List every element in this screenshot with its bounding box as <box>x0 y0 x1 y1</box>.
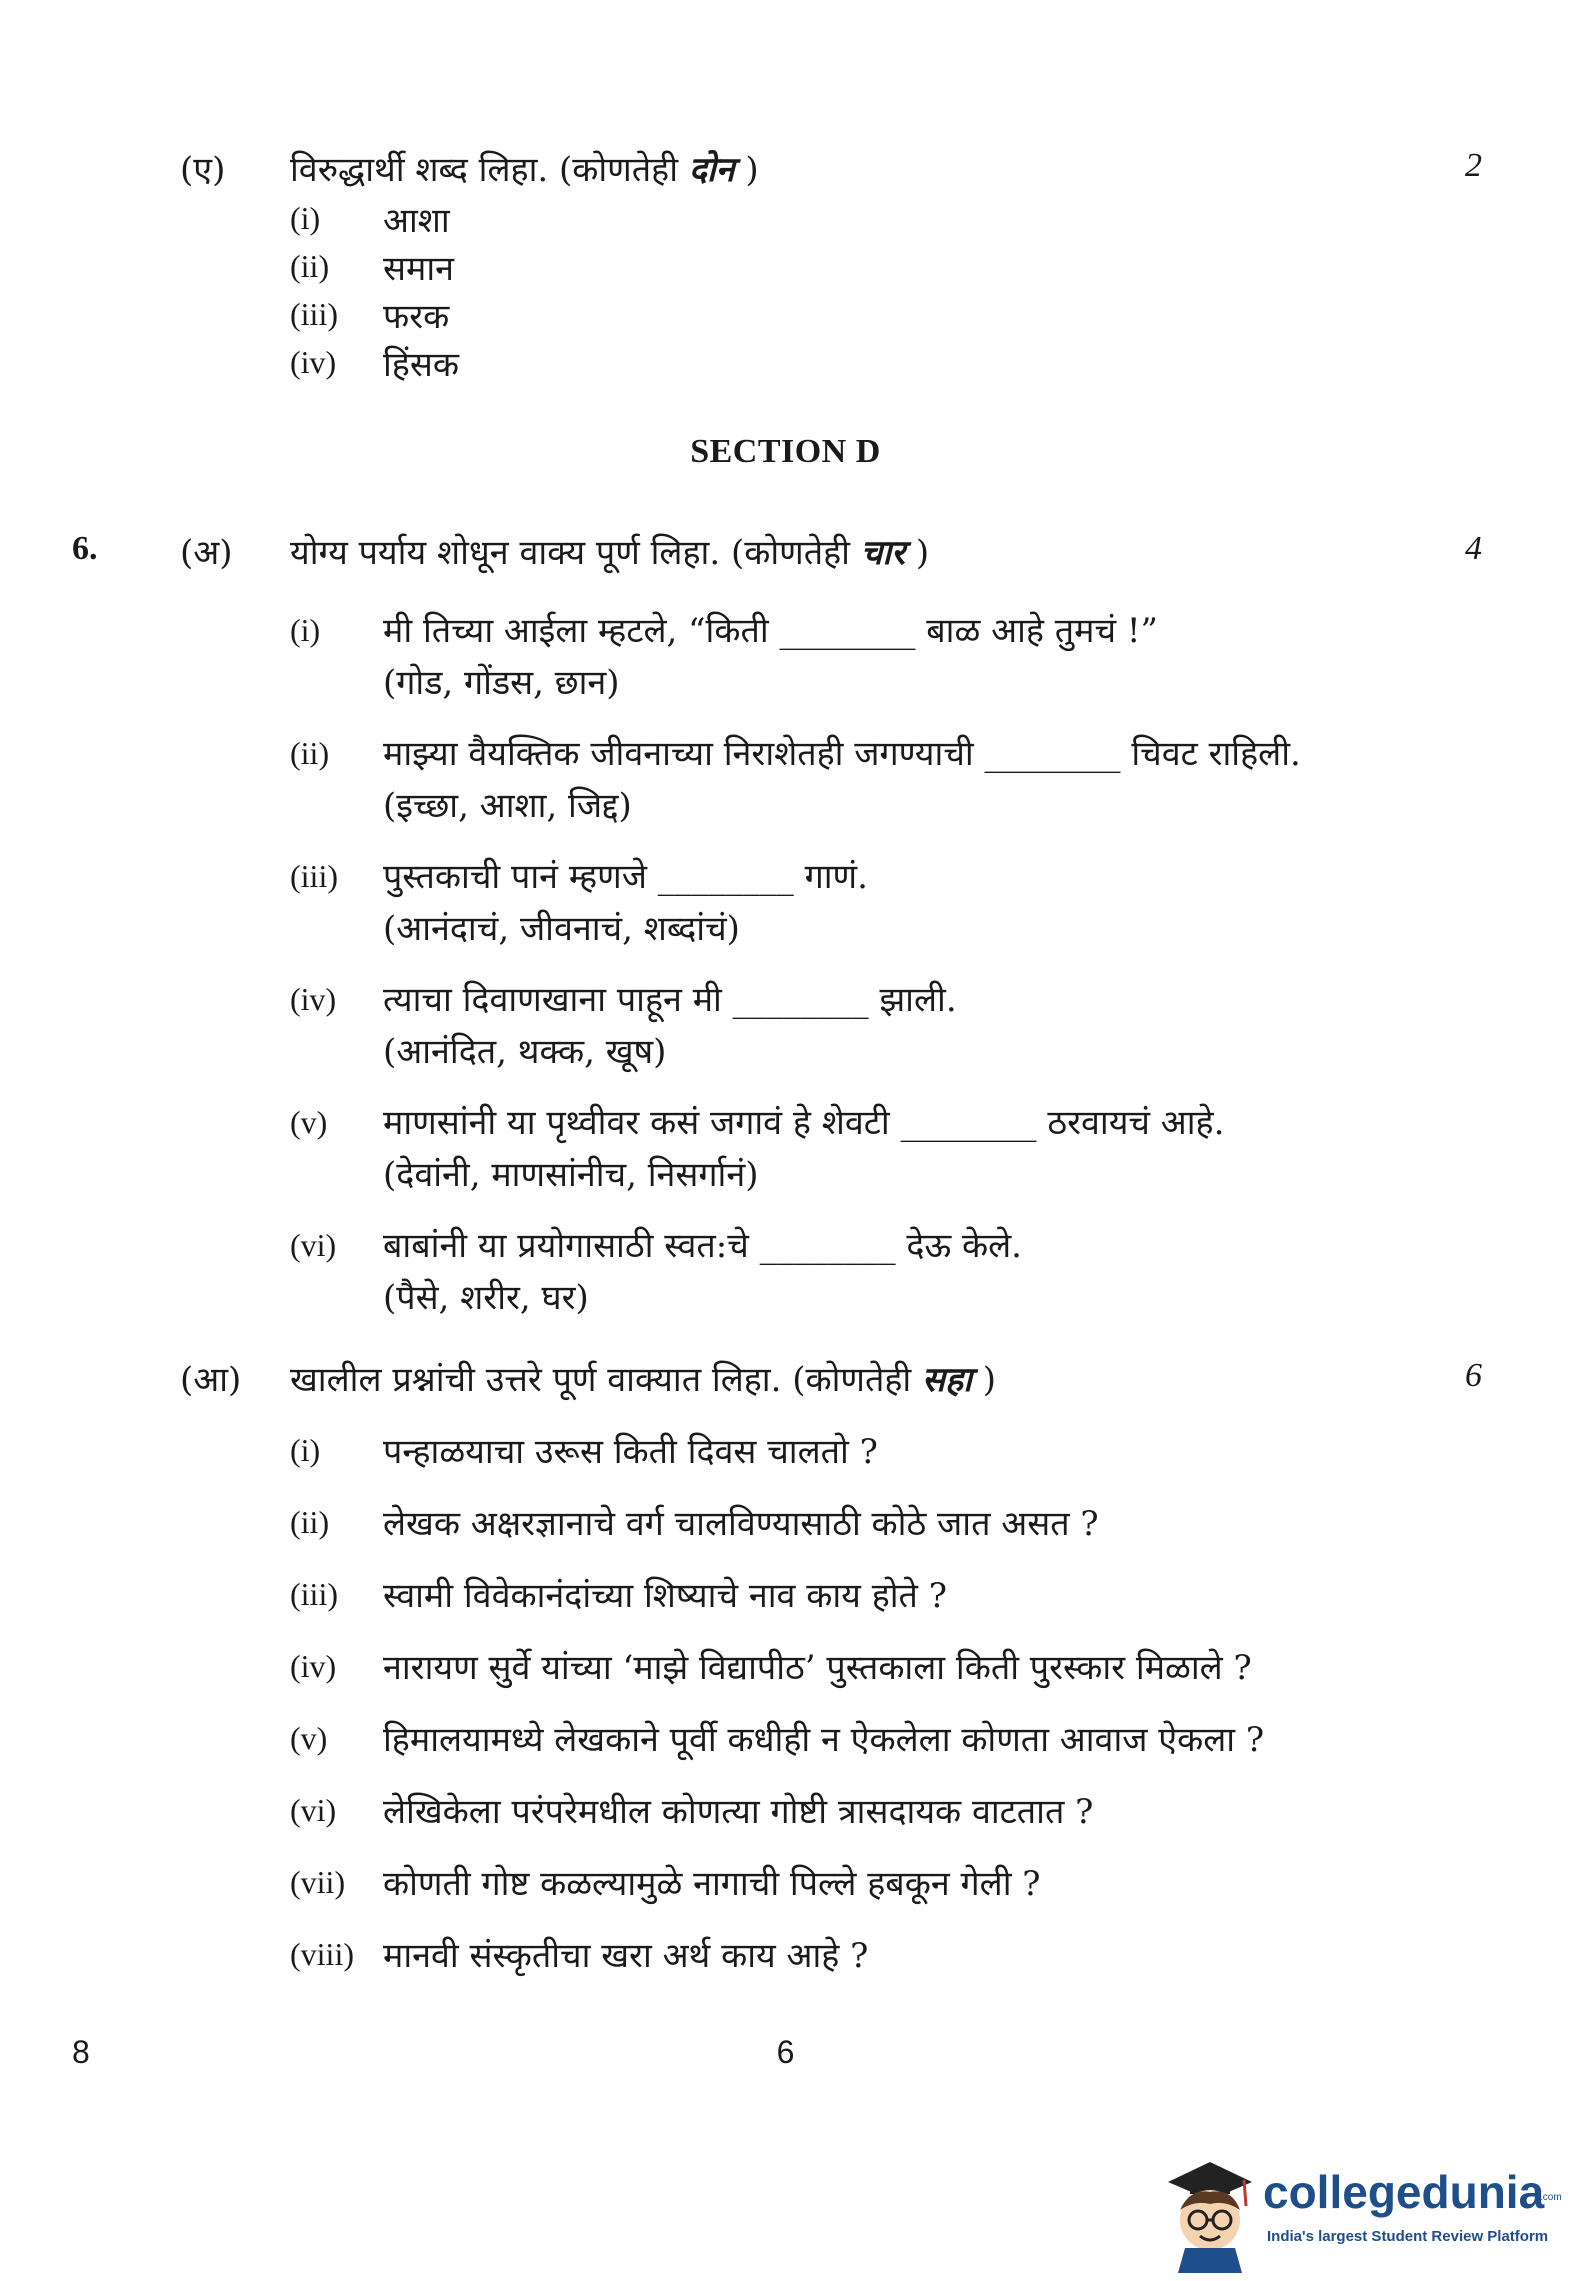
part-aa-emphasis: सहा <box>922 1360 972 1400</box>
part-e-instruction-text: विरुद्धार्थी शब्द लिहा. (कोणतेही <box>290 150 689 190</box>
logo-brand: collegedunia <box>1263 2166 1545 2218</box>
part-e-emphasis: दोन <box>688 150 735 190</box>
part-aa-item-text: लेखिकेला परंपरेमधील कोणत्या गोष्टी त्रासदायक वाटतात ? <box>383 1792 1094 1832</box>
part-aa-instruction-text: खालील प्रश्नांची उत्तरे पूर्ण वाक्यात लिहा. (कोणतेही <box>290 1360 923 1400</box>
part-a-item-line1: मी तिच्या आईला म्हटले, “किती ________ बाळ आहे तुमचं !” <box>383 611 1158 651</box>
part-a-item-line1: त्याचा दिवाणखाना पाहून मी ________ झाली. <box>383 980 957 1020</box>
part-a-item-num: (i) <box>290 612 321 648</box>
part-aa-item-num: (iv) <box>290 1648 337 1684</box>
part-aa-item-text: कोणती गोष्ट कळल्यामुळे नागाची पिल्ले हबकून गेली ? <box>383 1864 1041 1904</box>
part-aa-item-num: (ii) <box>290 1504 330 1540</box>
part-a-item-options: (आनंदित, थक्क, खूष) <box>383 1032 667 1072</box>
part-a-label: (अ) <box>180 533 233 573</box>
part-aa-item-num: (v) <box>290 1720 328 1756</box>
part-a-item-options: (देवांनी, माणसांनीच, निसर्गानं) <box>383 1155 759 1195</box>
part-e-marks: 2 <box>1465 147 1482 184</box>
part-aa-item-num: (viii) <box>290 1936 354 1972</box>
part-a-item-options: (पैसे, शरीर, घर) <box>383 1278 589 1318</box>
part-a-close: ) <box>905 533 930 573</box>
part-e-item-text: हिंसक <box>383 345 459 385</box>
part-aa-item-num: (iii) <box>290 1576 338 1612</box>
part-a-item-options: (गोड, गोंडस, छान) <box>383 663 620 703</box>
part-aa-label: (आ) <box>180 1360 242 1400</box>
part-e-item-text: आशा <box>383 201 450 241</box>
section-title: SECTION D <box>690 433 881 470</box>
part-a-item-num: (vi) <box>290 1227 337 1263</box>
part-a-item-num: (v) <box>290 1104 328 1140</box>
part-e-instruction <box>290 145 759 191</box>
part-a-emphasis: चार <box>860 533 906 573</box>
page-number: 6 <box>776 2034 795 2070</box>
part-e-item-num: (iii) <box>290 296 338 332</box>
part-a-item-num: (ii) <box>290 735 330 771</box>
part-a-item-line1: पुस्तकाची पानं म्हणजे ________ गाणं. <box>383 857 868 897</box>
question-number: 6. <box>72 530 98 567</box>
part-a-item-line1: माझ्या वैयक्तिक जीवनाच्या निराशेतही जगण्याची ________ चिवट राहिली. <box>383 734 1301 774</box>
part-aa-item-text: हिमालयामध्ये लेखकाने पूर्वी कधीही न ऐकलेला कोणता आवाज ऐकला ? <box>383 1720 1265 1760</box>
part-e-item-text: समान <box>383 249 454 289</box>
part-a-item-num: (iv) <box>290 981 337 1017</box>
part-e-close: ) <box>734 150 759 190</box>
part-aa-item-num: (i) <box>290 1432 321 1468</box>
part-e-item-num: (i) <box>290 200 321 236</box>
logo-com: .com <box>1540 2192 1562 2203</box>
part-a-item-options: (आनंदाचं, जीवनाचं, शब्दांचं) <box>383 909 740 949</box>
part-aa-item-text: नारायण सुर्वे यांच्या ‘माझे विद्यापीठ’ पुस्तकाला किती पुरस्कार मिळाले ? <box>383 1648 1252 1688</box>
part-aa-item-text: स्वामी विवेकानंदांच्या शिष्याचे नाव काय होते ? <box>383 1576 947 1616</box>
part-aa-item-text: मानवी संस्कृतीचा खरा अर्थ काय आहे ? <box>383 1936 869 1976</box>
part-e-label: (ए) <box>180 150 226 190</box>
part-e-item-num: (ii) <box>290 248 330 284</box>
part-aa-item-text: लेखक अक्षरज्ञानाचे वर्ग चालविण्यासाठी कोठे जात असत ? <box>383 1504 1099 1544</box>
part-aa-marks: 6 <box>1465 1357 1482 1394</box>
part-aa-item-text: पन्हाळयाचा उरूस किती दिवस चालतो ? <box>383 1432 878 1472</box>
part-e-item-num: (iv) <box>290 344 337 380</box>
part-a-instruction-text: योग्य पर्याय शोधून वाक्य पूर्ण लिहा. (कोणतेही <box>290 533 861 573</box>
part-aa-close: ) <box>971 1360 996 1400</box>
part-a-item-options: (इच्छा, आशा, जिद्द) <box>383 786 632 826</box>
part-a-instruction <box>290 528 929 574</box>
part-a-marks: 4 <box>1465 530 1482 567</box>
part-aa-item-num: (vi) <box>290 1792 337 1828</box>
mascot-icon <box>1160 2148 1260 2273</box>
part-e-item-text: फरक <box>383 297 450 337</box>
part-a-item-line1: माणसांनी या पृथ्वीवर कसं जगावं हे शेवटी ________ ठरवायचं आहे. <box>383 1103 1225 1143</box>
part-a-item-line1: बाबांनी या प्रयोगासाठी स्वत:चे ________ देऊ केले. <box>383 1226 1022 1266</box>
part-a-item-num: (iii) <box>290 858 338 894</box>
part-aa-instruction <box>290 1355 996 1401</box>
footer-code: 8 <box>72 2034 90 2070</box>
logo-tagline: India's largest Student Review Platform <box>1267 2228 1549 2245</box>
part-aa-item-num: (vii) <box>290 1864 346 1900</box>
